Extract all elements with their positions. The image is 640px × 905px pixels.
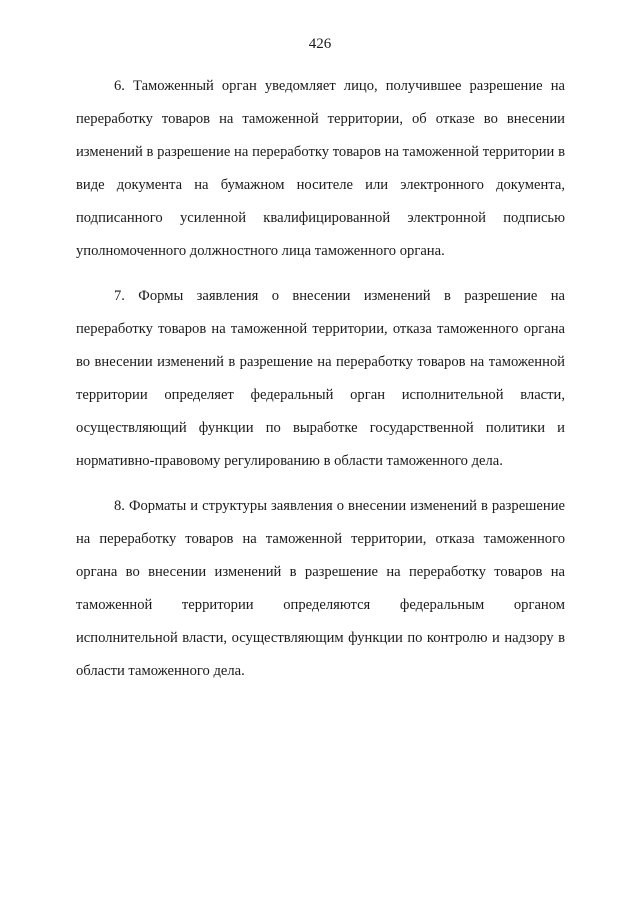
paragraph-6: 6. Таможенный орган уведомляет лицо, получившее разрешение на переработку товаров на таможенной территории, об отказе во внесении изменений в разрешение на переработку товаров на таможенной территории в виде документа на бумажном носителе или электронного документа, подписанного усиленной квалифицированной электронной подписью уполномоченного должностного лица таможенного органа.	[76, 78, 565, 259]
paragraph-8: 8. Форматы и структуры заявления о внесении изменений в разрешение на переработку товаров на таможенной территории, отказа таможенного органа во внесении изменений в разрешение на переработку товаров на таможенной территории определяются федеральным органом исполнительной власти, осуществляющим функции по контролю и надзору в области таможенного дела.	[76, 498, 565, 679]
document-body	[76, 70, 565, 688]
paragraph-7: 7. Формы заявления о внесении изменений в разрешение на переработку товаров на таможенной территории, отказа таможенного органа во внесении изменений в разрешение на переработку товаров на таможенной территории определяет федеральный орган исполнительной власти, осуществляющий функции по выработке государственной политики и нормативно-правовому регулированию в области таможенного дела.	[76, 288, 565, 469]
page-number: 426	[308, 36, 332, 52]
